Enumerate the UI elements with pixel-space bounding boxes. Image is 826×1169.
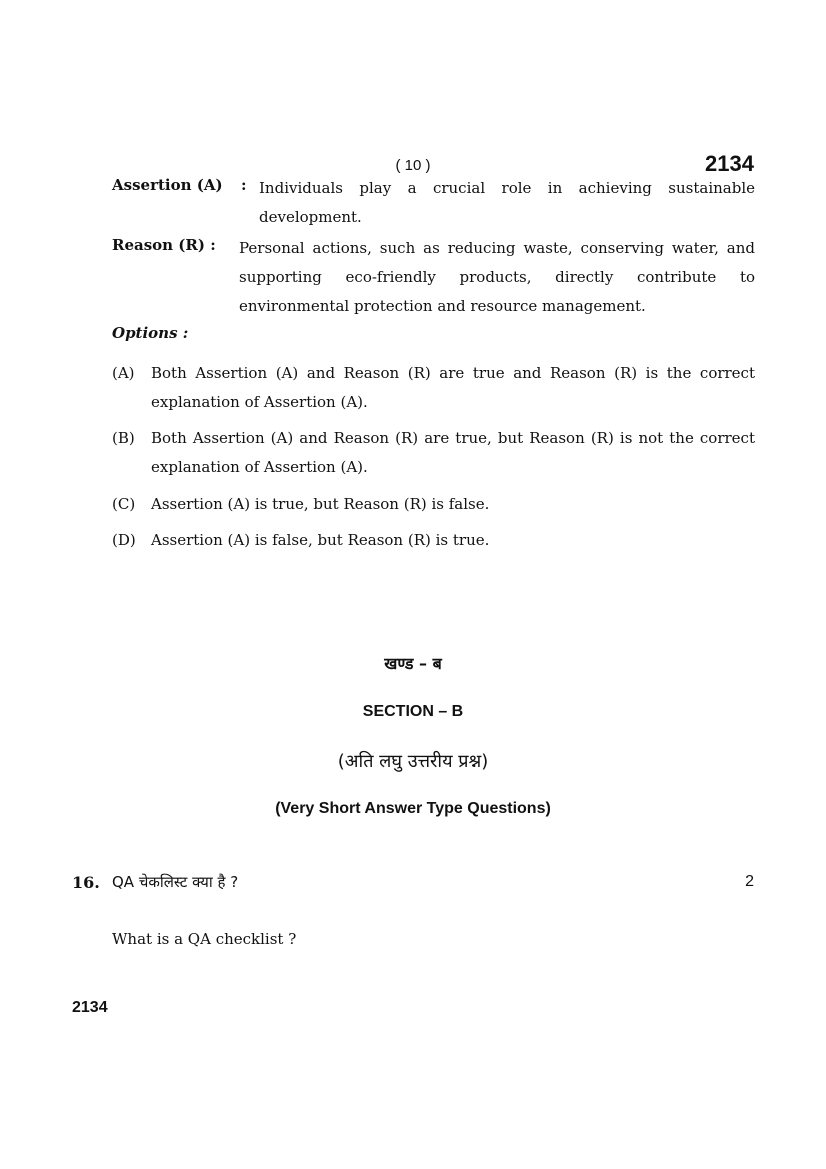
reason-text: Personal actions, such as reducing waste, conserving water, and supporting eco-friendly products, directly contribute to environmental protection and resource management. [239,239,755,315]
question-text: What is a QA checklist ? [112,930,297,948]
question-marks: 2 [745,873,754,890]
section-title: SECTION – B [362,703,464,720]
option-b-text: Both Assertion (A) and Reason (R) are true, but Reason (R) is not the correct explanation of Assertion (A). [151,429,755,476]
paper-code-footer: 2134 [72,999,108,1016]
page-number: ( 10 ) [395,157,431,174]
section-subtitle-hindi: (अति लघु उत्तरीय प्रश्न) [337,751,489,772]
assertion-colon: : [241,176,247,194]
options-heading: Options : [112,324,189,342]
section-subtitle: (Very Short Answer Type Questions) [275,800,551,817]
option-c-text: Assertion (A) is true, but Reason (R) is false. [151,495,490,513]
section-title-hindi: खण्ड – ब [384,654,442,673]
option-a-text: Both Assertion (A) and Reason (R) are true and Reason (R) is the correct explanation of Assertion (A). [151,364,755,411]
reason-label: Reason (R) : [112,236,216,254]
question-text-hindi: QA चेकलिस्ट क्या है ? [112,873,239,891]
assertion-text: Individuals play a crucial role in achieving sustainable development. [259,179,755,226]
option-d-text: Assertion (A) is false, but Reason (R) is true. [151,531,490,549]
paper-code-header: 2134 [705,151,754,176]
option-d-letter: (D) [112,531,136,549]
assertion-label: Assertion (A) [112,176,223,194]
option-a-letter: (A) [112,364,135,382]
question-number: 16. [72,873,100,892]
option-b-letter: (B) [112,429,135,447]
option-c-letter: (C) [112,495,136,513]
